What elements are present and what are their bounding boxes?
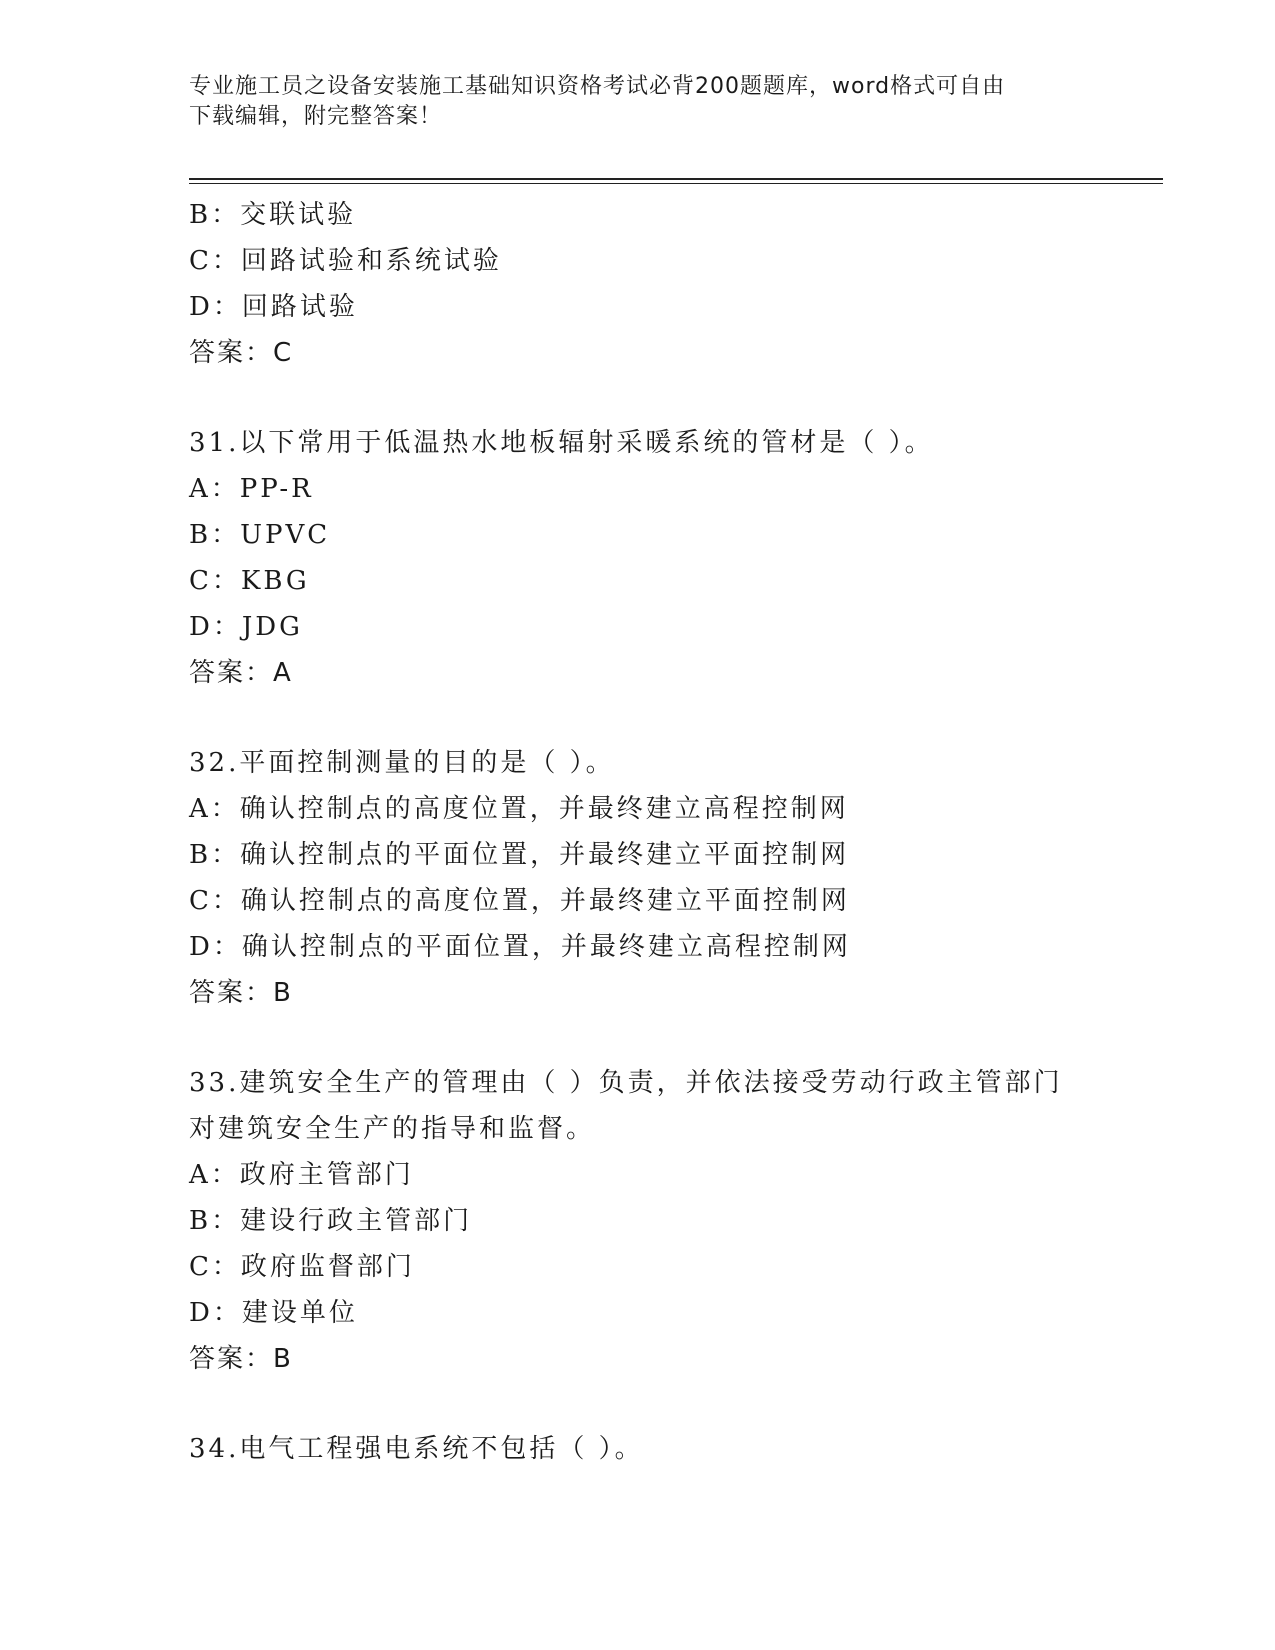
q32-option-d: D：确认控制点的平面位置，并最终建立高程控制网 xyxy=(189,932,851,962)
question-33 xyxy=(189,1060,1149,1382)
question-list xyxy=(189,192,1149,1472)
q31-option-a: A：PP-R xyxy=(189,474,314,504)
spacer xyxy=(189,1382,1149,1426)
q32-option-a: A：确认控制点的高度位置，并最终建立高程控制网 xyxy=(189,794,849,824)
q31-answer: 答案：A xyxy=(189,658,293,688)
q30-option-c: C：回路试验和系统试验 xyxy=(189,246,502,276)
q30-option-d: D：回路试验 xyxy=(189,292,358,322)
q32-answer: 答案：B xyxy=(189,978,293,1008)
question-32 xyxy=(189,740,1149,1016)
question-30 xyxy=(189,192,1149,376)
q31-question: 31.以下常用于低温热水地板辐射采暖系统的管材是（ ）。 xyxy=(189,428,934,458)
q32-option-c: C：确认控制点的高度位置，并最终建立平面控制网 xyxy=(189,886,850,916)
header-line-2: 下载编辑，附完整答案！ xyxy=(189,104,443,129)
header-rule-thin xyxy=(189,183,1163,184)
header-line-1: 专业施工员之设备安装施工基础知识资格考试必背200题题库，word格式可自由 xyxy=(189,74,1006,99)
q32-option-b: B：确认控制点的平面位置，并最终建立平面控制网 xyxy=(189,840,850,870)
q31-option-c: C：KBG xyxy=(189,566,310,596)
q33-question-line-1: 33.建筑安全生产的管理由（ ）负责，并依法接受劳动行政主管部门 xyxy=(189,1068,1063,1098)
q33-answer: 答案：B xyxy=(189,1344,293,1374)
q34-question: 34.电气工程强电系统不包括（ ）。 xyxy=(189,1434,644,1464)
spacer xyxy=(189,1016,1149,1060)
question-31 xyxy=(189,420,1149,696)
q33-option-a: A：政府主管部门 xyxy=(189,1160,414,1190)
q31-option-b: B：UPVC xyxy=(189,520,331,550)
document-header xyxy=(189,72,1089,132)
q33-option-b: B：建设行政主管部门 xyxy=(189,1206,473,1236)
q33-question-line-2: 对建筑安全生产的指导和监督。 xyxy=(189,1114,596,1144)
question-34 xyxy=(189,1426,1149,1472)
header-rule-thick xyxy=(189,178,1163,180)
q30-option-b: B：交联试验 xyxy=(189,200,357,230)
q31-option-d: D：JDG xyxy=(189,612,303,642)
q33-option-d: D：建设单位 xyxy=(189,1298,358,1328)
q32-question: 32.平面控制测量的目的是（ ）。 xyxy=(189,748,615,778)
q33-option-c: C：政府监督部门 xyxy=(189,1252,415,1282)
spacer xyxy=(189,696,1149,740)
q30-answer: 答案：C xyxy=(189,338,294,368)
spacer xyxy=(189,376,1149,420)
